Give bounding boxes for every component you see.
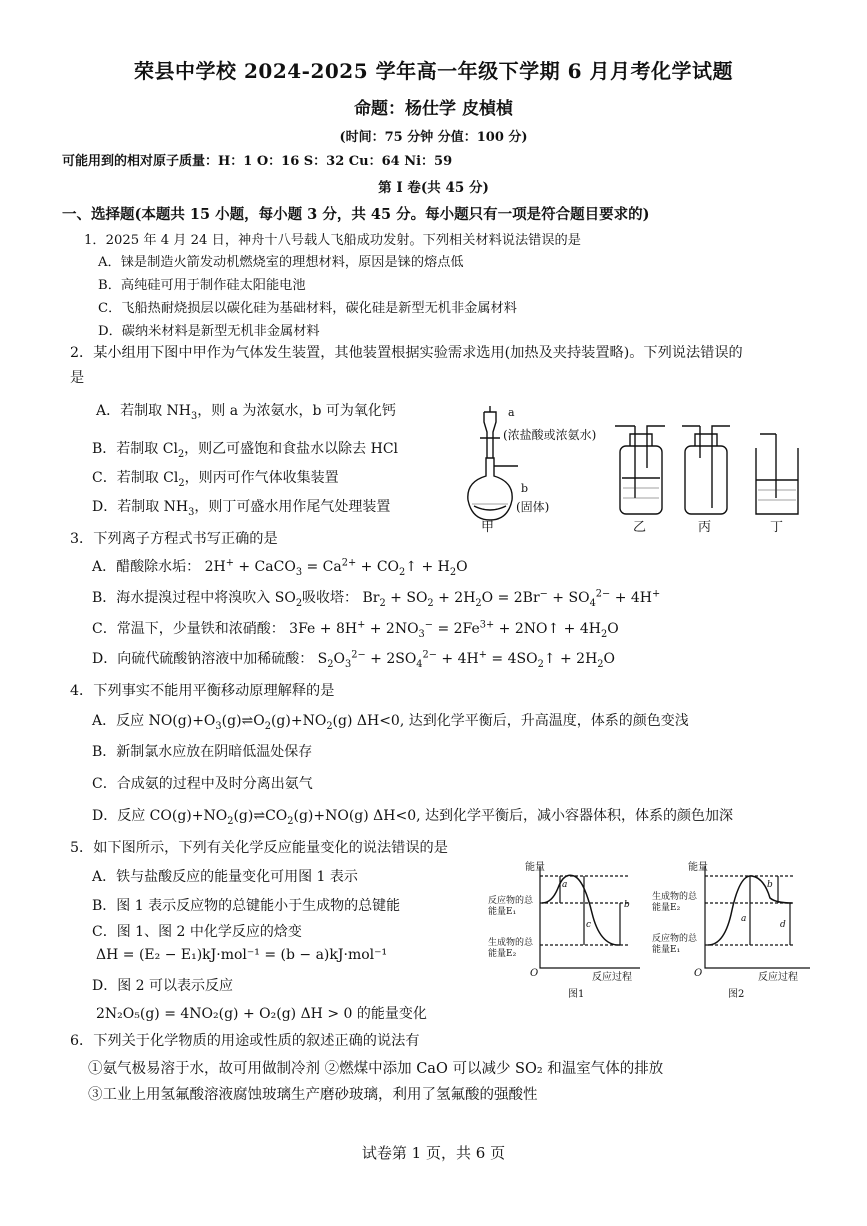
q6-stem: 6．下列关于化学物质的用途或性质的叙述正确的说法有 xyxy=(70,1033,420,1049)
beaker-ding-shape xyxy=(756,448,798,514)
q4-option-a: A．反应 $NO(g)+O_3(g)\rightleftharpoons O_2(g)+NO_2(g)$ ΔH<0, 达到化学平衡后，升高温度，体系的颜色变浅 xyxy=(92,713,689,732)
volume-heading: 第 I 卷(共 45 分) xyxy=(378,180,489,196)
q4-stem: 4．下列事实不能用平衡移动原理解释的是 xyxy=(70,683,335,699)
q3-d-label: D．向硫代硫酸钠溶液中加稀硫酸： xyxy=(92,651,314,667)
q2-stem: 2．某小组用下图中甲作为气体发生装置，其他装置根据实验需求选用(加热及夹持装置略)。下列说法错误的 xyxy=(70,345,743,361)
q5-option-a: A．铁与盐酸反应的能量变化可用图 1 表示 xyxy=(92,869,358,885)
fig2-caption: 图2 xyxy=(728,989,745,1000)
fig-label-bing: 丙 xyxy=(698,520,712,535)
q4-d-pre: D．反应 xyxy=(92,808,146,824)
q3-option-b: B．海水提溴过程中将溴吹入 $SO_2$吸收塔： $Br_2 + SO_2 + 2H_2O = 2Br^- + SO_4^{2-} + 4H^+$ xyxy=(92,588,661,609)
q3-a-label: A．醋酸除水垢： xyxy=(92,559,201,575)
fig2-a-label: a xyxy=(741,914,747,924)
fig1-caption: 图1 xyxy=(568,989,585,1000)
q2-option-a xyxy=(96,400,396,422)
fig2-axes xyxy=(705,866,810,968)
fig1-a-label: a xyxy=(562,880,568,890)
q3-stem: 3．下列离子方程式书写正确的是 xyxy=(70,531,278,547)
fig2-d-label: d xyxy=(780,920,786,930)
q2-b-post: ，则乙可盛饱和食盐水以除去 HCl xyxy=(184,441,399,457)
q2-c-sub: 2 xyxy=(178,477,185,489)
q2-d-sub: 3 xyxy=(188,506,195,518)
fig1-curve xyxy=(542,875,620,945)
q1-stem: 1．2025 年 4 月 24 日，神舟十八号载人飞船成功发射。下列相关材料说法错误的是 xyxy=(84,233,581,248)
q2-d-pre: D．若制取 NH xyxy=(92,499,189,515)
q2-option-d xyxy=(92,496,390,518)
fig1-c-label: c xyxy=(586,920,592,930)
q2-a-sub: 3 xyxy=(191,410,198,422)
q2-c-post: ，则丙可作气体收集装置 xyxy=(184,470,339,486)
fig2-origin: O xyxy=(694,968,703,979)
q2-b-pre: B．若制取 Cl xyxy=(92,441,178,457)
q2-a-post: ，则 a 为浓氨水，b 可为氧化钙 xyxy=(197,403,396,419)
fig2-xlabel: 反应过程 xyxy=(758,972,798,983)
exam-time-score: (时间：75 分钟 分值：100 分) xyxy=(339,130,528,145)
q6-items-1-2: ①氨气极易溶于水，故可用做制冷剂 ②燃煤中添加 CaO 可以减少 SO₂ 和温室气体的排放 xyxy=(88,1061,664,1077)
q1-option-a: A．铼是制造火箭发动机燃烧室的理想材料，原因是铼的熔点低 xyxy=(98,255,464,270)
q1-option-d: D．碳纳米材料是新型无机非金属材料 xyxy=(98,324,320,339)
q4-d-post: 达到化学平衡后，减小容器体积，体系的颜色加深 xyxy=(425,808,734,824)
q5-option-c: C．图 1、图 2 中化学反应的焓变 xyxy=(92,924,302,940)
q3-b-label: B．海水提溴过程中将溴吹入 SO xyxy=(92,590,296,606)
fig-label-b: b xyxy=(521,482,529,495)
q3-c-label: C．常温下，少量铁和浓硝酸： xyxy=(92,621,285,637)
q5-option-d: D．图 2 可以表示反应 xyxy=(92,978,234,994)
fig1-xlabel: 反应过程 xyxy=(592,972,632,983)
fig1-origin: O xyxy=(530,968,539,979)
fig1-b-label: b xyxy=(624,900,630,910)
fig1-bottom-label: 生成物的总能量E₂ xyxy=(488,938,534,959)
fig2-bottom-label: 反应物的总能量E₁ xyxy=(652,934,698,955)
q5-stem: 5．如下图所示，下列有关化学反应能量变化的说法错误的是 xyxy=(70,840,448,856)
funnel-shape xyxy=(484,406,496,458)
q4-a-pre: A．反应 xyxy=(92,713,145,729)
page-footer: 试卷第 1 页，共 6 页 xyxy=(361,1144,506,1162)
q4-a-post: 达到化学平衡后，升高温度，体系的颜色变浅 xyxy=(408,713,689,729)
q3-option-c: C．常温下，少量铁和浓硝酸： $3Fe + 8H^+ + 2NO_3^- = 2Fe^{3+}$ + 2NO↑ + $4H_2O$ xyxy=(92,619,619,640)
q2-option-c xyxy=(92,467,339,489)
q5-option-c-eq: ΔH = (E₂ − E₁)kJ·mol⁻¹ = (b − a)kJ·mol⁻¹ xyxy=(96,947,388,963)
q1-option-c: C．飞船热耐烧损层以碳化硅为基础材料，碳化硅是新型无机非金属材料 xyxy=(98,301,517,316)
q5-option-d-eq: 2N₂O₅(g) = 4NO₂(g) + O₂(g) ΔH > 0 的能量变化 xyxy=(96,1006,427,1022)
fig1-top-label: 反应物的总能量E₁ xyxy=(488,896,534,917)
fig2-b-label: b xyxy=(767,880,773,890)
q4-option-c: C．合成氨的过程中及时分离出氨气 xyxy=(92,776,313,792)
fig2-ylabel: 能量 xyxy=(688,862,708,873)
fig-liquid-label: (浓盐酸或浓氨水) xyxy=(503,428,597,442)
q2-stem-cont: 是 xyxy=(70,370,85,386)
q5-option-b: B．图 1 表示反应物的总键能小于生成物的总键能 xyxy=(92,898,401,914)
q3-option-a: A．醋酸除水垢： 2H+ + CaCO$_3$ = $Ca^{2+}$ + $CO_2↑ + H_2O$ xyxy=(92,557,468,578)
exam-author: 命题：杨仕学 皮楨楨 xyxy=(354,99,513,119)
q3-option-d: D．向硫代硫酸钠溶液中加稀硫酸： $S_2O_3^{2-} + 2SO_4^{2-} + 4H^+$ = $4SO_2↑ + 2H_2O$ xyxy=(92,649,615,670)
fig1-ylabel: 能量 xyxy=(525,862,545,873)
atomic-masses: 可能用到的相对原子质量：H：1 O：16 S：32 Cu：64 Ni：59 xyxy=(62,154,453,169)
fig-label-ding: 丁 xyxy=(770,520,784,535)
fig2-top-label: 生成物的总能量E₂ xyxy=(652,892,698,913)
fig-label-jia: 甲 xyxy=(481,520,495,535)
fig-label-a: a xyxy=(508,406,515,419)
q5-energy-figures xyxy=(480,858,820,983)
q6-item-3: ③工业上用氢氟酸溶液腐蚀玻璃生产磨砂玻璃，利用了氢氟酸的强酸性 xyxy=(88,1087,538,1103)
exam-title: 荣县中学校 2024-2025 学年高一年级下学期 6 月月考化学试题 xyxy=(134,59,733,83)
q2-c-pre: C．若制取 Cl xyxy=(92,470,179,486)
q3-b-label2: 吸收塔： xyxy=(302,590,359,606)
bottle-yi-shape xyxy=(620,446,662,514)
q2-b-sub: 2 xyxy=(177,448,185,460)
fig1-axes xyxy=(540,866,640,968)
q1-option-b: B．高纯硅可用于制作硅太阳能电池 xyxy=(98,278,306,293)
fig-solid-label: (固体) xyxy=(516,500,550,514)
fig-label-yi: 乙 xyxy=(633,520,647,535)
q4-option-d: D．反应 $CO(g)+NO_2(g)\rightleftharpoons CO_2(g)+NO(g)$ ΔH<0, 达到化学平衡后，减小容器体积，体系的颜色加深 xyxy=(92,808,734,827)
bottle-bing-shape xyxy=(685,446,727,514)
q2-d-post: ，则丁可盛水用作尾气处理装置 xyxy=(194,499,391,515)
q2-a-pre: A．若制取 NH xyxy=(96,403,192,419)
section-heading: 一、选择题(本题共 15 小题，每小题 3 分，共 45 分。每小题只有一项是符合题目要求的) xyxy=(62,206,650,223)
q2-option-b xyxy=(92,438,398,460)
q4-option-b: B．新制氯水应放在阴暗低温处保存 xyxy=(92,744,313,760)
